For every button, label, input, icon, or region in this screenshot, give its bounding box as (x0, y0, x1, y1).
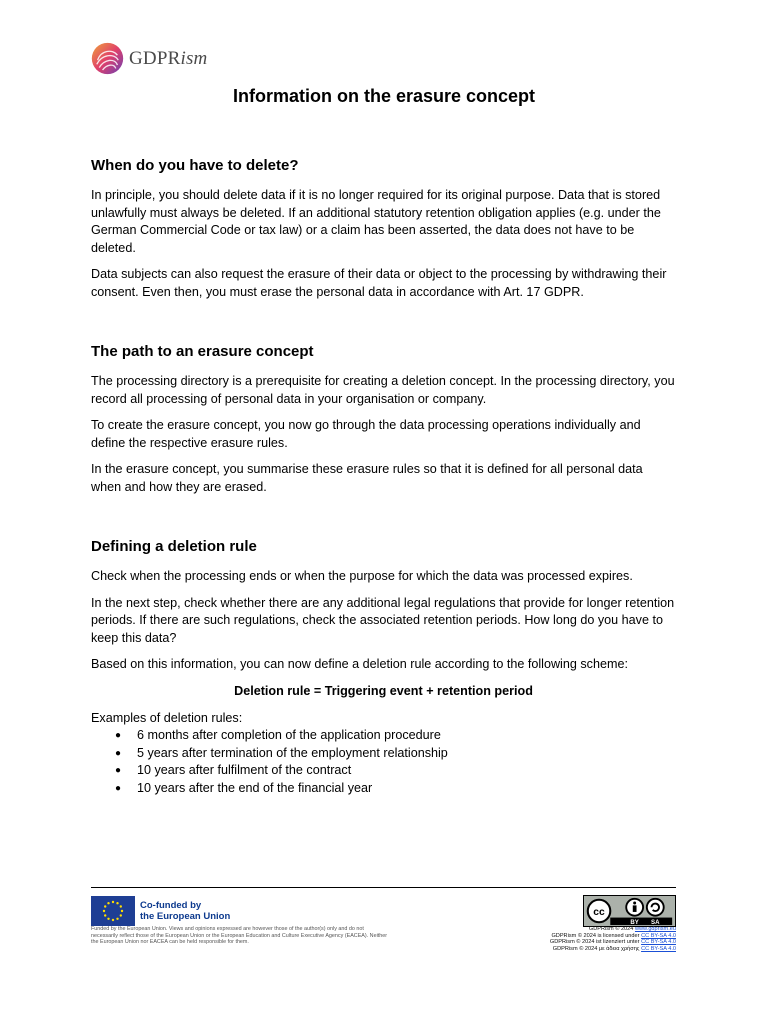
eu-label-line2: the European Union (140, 911, 231, 922)
brand-name-main: GDPR (129, 47, 181, 69)
website-link[interactable]: www.gdprism.eu (634, 926, 676, 932)
gdprism-logo (91, 42, 207, 75)
license-link[interactable]: CC BY-SA 4.0 (641, 939, 676, 946)
license-line: GDPRism © 2024 με άδεια χρήσης CC BY-SA 4.0 (552, 946, 676, 953)
license-line: GDPRism © 2024 is licensed under CC BY-SA 4.0 (551, 932, 676, 939)
license-line: GDPRism © 2024 ist lizenziert unter CC BY-SA 4.0 (549, 939, 676, 946)
eu-flag-icon (91, 896, 135, 926)
paragraph: To create the erasure concept, you now go through the data processing operations individually and define the respective erasure rules. (91, 418, 641, 450)
section-path-to-erasure-concept (91, 343, 676, 497)
document-title: Information on the erasure concept (232, 86, 536, 106)
paragraph: Check when the processing ends or when the purpose for which the data was processed expires. (91, 569, 633, 583)
license-link[interactable]: CC BY-SA 4.0 (641, 946, 676, 953)
list-item: ● 5 years after termination of the employment relationship (115, 745, 676, 763)
paragraph: In the erasure concept, you summarise these erasure rules so that it is defined for all personal data when and how they are erased. (91, 462, 643, 494)
license-line: GDPRism © 2024 www.gdprism.eu (588, 926, 676, 932)
license-notice (550, 926, 676, 953)
paragraph: In the next step, check whether there are any additional legal regulations that provide for longer retention periods. If there are such regulations, check the associated retention periods. How long do you have to keep this data? (91, 595, 675, 645)
deletion-rule-formula: Deletion rule = Triggering event + retention period (234, 683, 533, 698)
cc-sa-label: SA (651, 919, 660, 927)
cc-by-sa-badge (583, 895, 676, 927)
section-heading: When do you have to delete? (91, 157, 299, 174)
paragraph: Based on this information, you can now define a deletion rule according to the following scheme: (91, 657, 628, 672)
paragraph: The processing directory is a prerequisite for creating a deletion concept. In the processing directory, you record all processing of personal data in your organisation or company. (91, 374, 675, 406)
list-item: ● 10 years after fulfilment of the contract (115, 762, 676, 780)
paragraph: In principle, you should delete data if it is no longer required for its original purpose. Data that is stored unlawfully must always be deleted. If an additional statutory retention obligation applies (e.g. under the German Commercial Code or tax law) or a claim has been asserted, the data does not have to be deleted. (91, 188, 661, 255)
eu-label-line1: Co-funded by (140, 900, 202, 911)
footer-divider (91, 887, 676, 888)
funding-disclaimer: Funded by the European Union. Views and opinions expressed are however those of the author(s) only and do not necessarily reflect those of the European Union or the European Education and Culture Executive Agency (EACEA). Neither the European Union nor EACEA can be held responsible for them. (91, 926, 388, 946)
paragraph: Data subjects can also request the erasure of their data or object to the processing by withdrawing their consent. Even then, you must erase the personal data in accordance with Art. 17 GDPR. (91, 267, 667, 299)
section-defining-deletion-rule (91, 538, 676, 798)
list-item: ● 10 years after the end of the financial year (115, 780, 676, 798)
list-item: ● 6 months after completion of the application procedure (115, 727, 676, 745)
cc-by-label: BY (630, 919, 639, 927)
section-heading: The path to an erasure concept (91, 343, 314, 360)
svg-text:cc: cc (593, 906, 605, 918)
brand-name-suffix: ism (180, 47, 208, 69)
section-when-to-delete (91, 157, 676, 302)
gdprism-logo-icon (91, 42, 124, 75)
license-link[interactable]: CC BY-SA 4.0 (641, 932, 676, 939)
eu-cofunded-logo (91, 896, 230, 926)
eu-label (140, 900, 230, 922)
examples-list (91, 727, 676, 797)
section-heading: Defining a deletion rule (91, 538, 257, 555)
examples-intro: Examples of deletion rules: (91, 710, 243, 725)
brand-name (129, 48, 207, 70)
